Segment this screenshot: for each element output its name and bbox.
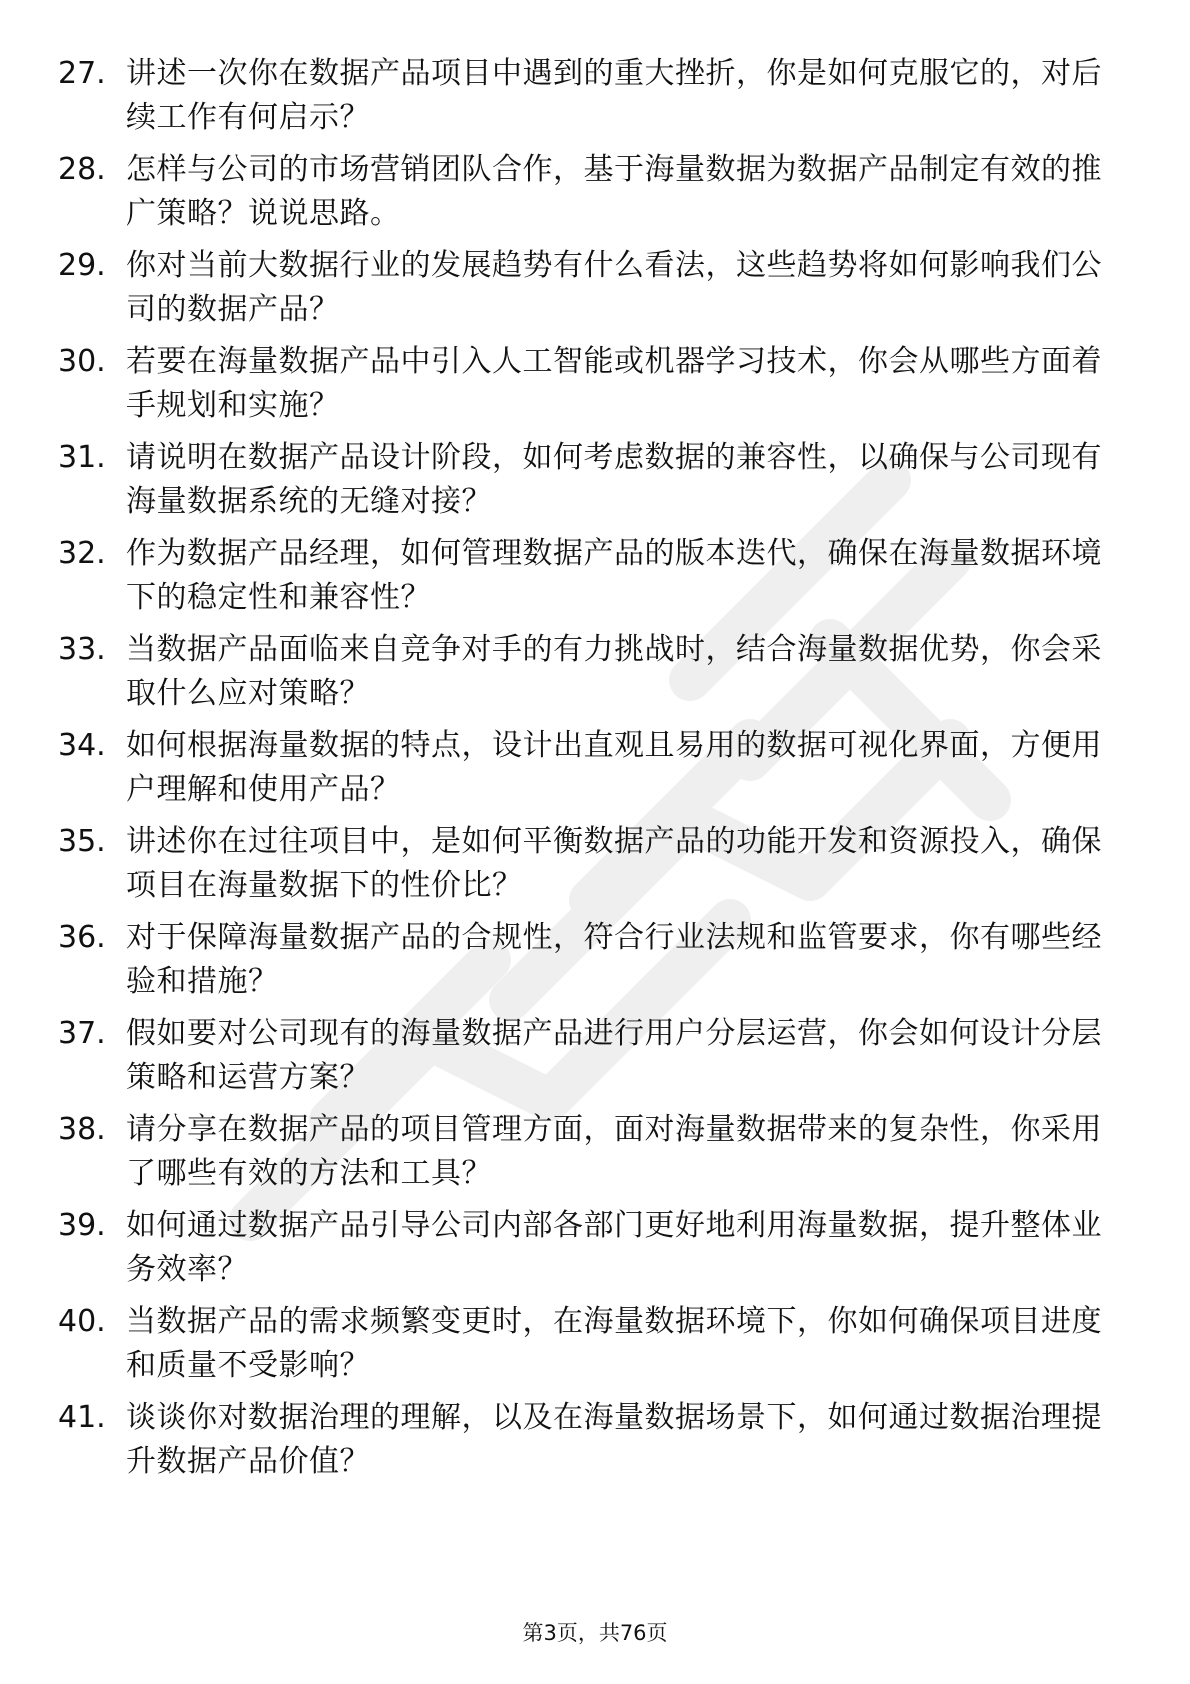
question-text: 如何根据海量数据的特点，设计出直观且易用的数据可视化界面，方便用户理解和使用产品？ bbox=[126, 728, 1102, 807]
question-text: 你对当前大数据行业的发展趋势有什么看法，这些趋势将如何影响我们公司的数据产品？ bbox=[126, 248, 1102, 327]
question-item bbox=[58, 916, 1118, 1004]
question-text: 请分享在数据产品的项目管理方面，面对海量数据带来的复杂性，你采用了哪些有效的方法和工具？ bbox=[126, 1112, 1102, 1191]
question-number: 41. bbox=[58, 1400, 106, 1435]
question-number: 37. bbox=[58, 1016, 106, 1051]
question-item bbox=[58, 340, 1118, 428]
question-number: 32. bbox=[58, 536, 106, 571]
question-item bbox=[58, 52, 1118, 140]
question-item bbox=[58, 628, 1118, 716]
question-number: 35. bbox=[58, 824, 106, 859]
question-item bbox=[58, 1108, 1118, 1196]
question-text: 当数据产品面临来自竞争对手的有力挑战时，结合海量数据优势，你会采取什么应对策略？ bbox=[126, 632, 1102, 711]
question-text: 请说明在数据产品设计阶段，如何考虑数据的兼容性，以确保与公司现有海量数据系统的无缝对接？ bbox=[126, 440, 1102, 519]
question-number: 39. bbox=[58, 1208, 106, 1243]
question-text: 作为数据产品经理，如何管理数据产品的版本迭代，确保在海量数据环境下的稳定性和兼容性？ bbox=[126, 536, 1102, 615]
page-number-footer: 第3页，共76页 bbox=[522, 1621, 668, 1645]
question-item bbox=[58, 244, 1118, 332]
question-text: 假如要对公司现有的海量数据产品进行用户分层运营，你会如何设计分层策略和运营方案？ bbox=[126, 1016, 1102, 1095]
question-number: 40. bbox=[58, 1304, 106, 1339]
question-text: 讲述一次你在数据产品项目中遇到的重大挫折，你是如何克服它的，对后续工作有何启示？ bbox=[126, 56, 1102, 135]
question-item bbox=[58, 148, 1118, 236]
question-number: 38. bbox=[58, 1112, 106, 1147]
question-number: 34. bbox=[58, 728, 106, 763]
question-item bbox=[58, 1204, 1118, 1292]
question-item bbox=[58, 1396, 1118, 1484]
question-number: 30. bbox=[58, 344, 106, 379]
question-number: 31. bbox=[58, 440, 106, 475]
question-number: 36. bbox=[58, 920, 106, 955]
question-item bbox=[58, 820, 1118, 908]
question-text: 怎样与公司的市场营销团队合作，基于海量数据为数据产品制定有效的推广策略？说说思路。 bbox=[126, 152, 1102, 231]
question-item bbox=[58, 532, 1118, 620]
question-number: 28. bbox=[58, 152, 106, 187]
question-number: 33. bbox=[58, 632, 106, 667]
question-number: 27. bbox=[58, 56, 106, 91]
question-item bbox=[58, 724, 1118, 812]
question-item bbox=[58, 1300, 1118, 1388]
question-text: 如何通过数据产品引导公司内部各部门更好地利用海量数据，提升整体业务效率？ bbox=[126, 1208, 1102, 1287]
question-item bbox=[58, 436, 1118, 524]
question-number: 29. bbox=[58, 248, 106, 283]
question-text: 谈谈你对数据治理的理解，以及在海量数据场景下，如何通过数据治理提升数据产品价值？ bbox=[126, 1400, 1102, 1479]
question-item bbox=[58, 1012, 1118, 1100]
question-text: 对于保障海量数据产品的合规性，符合行业法规和监管要求，你有哪些经验和措施？ bbox=[126, 920, 1102, 999]
question-text: 若要在海量数据产品中引入人工智能或机器学习技术，你会从哪些方面着手规划和实施？ bbox=[126, 344, 1102, 423]
question-text: 讲述你在过往项目中，是如何平衡数据产品的功能开发和资源投入，确保项目在海量数据下的性价比？ bbox=[126, 824, 1102, 903]
question-text: 当数据产品的需求频繁变更时，在海量数据环境下，你如何确保项目进度和质量不受影响？ bbox=[126, 1304, 1102, 1383]
